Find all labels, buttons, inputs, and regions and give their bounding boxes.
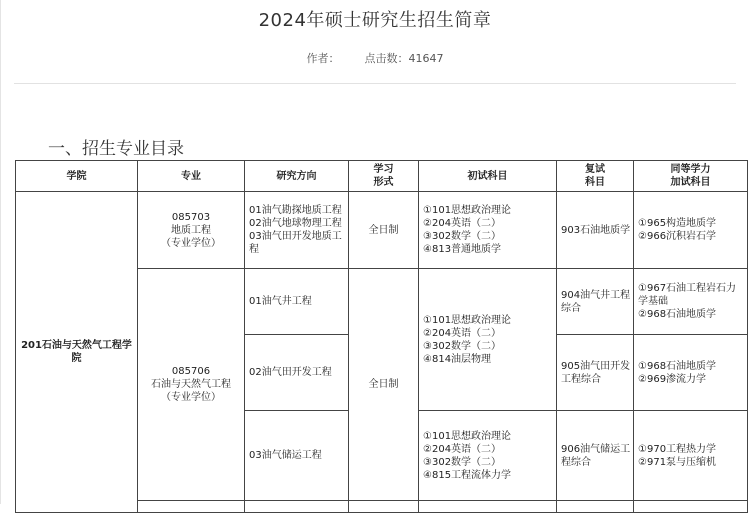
header-divider	[14, 83, 736, 84]
major-cell: 085703 地质工程 （专业学位）	[138, 192, 245, 269]
header-major: 专业	[138, 161, 245, 192]
extra-exam-cell: ①965构造地质学 ②966沉积岩石学	[634, 192, 748, 269]
page-left-rule	[0, 0, 1, 504]
retest-cell: 905油气田开发 工程综合	[557, 335, 634, 411]
direction-cell	[245, 501, 349, 513]
retest-cell: 904油气井工程 综合	[557, 269, 634, 335]
major-cell: 085706 石油与天然气工程 （专业学位）	[138, 269, 245, 501]
header-study-form: 学习 形式	[349, 161, 419, 192]
retest-cell: 906油气储运工 程综合	[557, 411, 634, 501]
click-count: 点击数：41647	[364, 52, 444, 65]
extra-exam-cell: ①967石油工程岩石力 学基础 ②968石油地质学	[634, 269, 748, 335]
initial-exam-cell	[419, 501, 557, 513]
direction-cell: 01油气井工程	[245, 269, 349, 335]
admissions-catalog-table	[15, 160, 748, 513]
header-retest: 复试 科目	[557, 161, 634, 192]
table-header-row	[16, 161, 748, 192]
header-extra-exam: 同等学力 加试科目	[634, 161, 748, 192]
study-form-cell: 全日制	[349, 192, 419, 269]
extra-exam-cell: ①970工程热力学 ②971泵与压缩机	[634, 411, 748, 501]
direction-cell: 01油气勘探地质工程 02油气地球物理工程 03油气田开发地质工 程	[245, 192, 349, 269]
direction-cell: 03油气储运工程	[245, 411, 349, 501]
major-cell	[138, 501, 245, 513]
author-label: 作者：	[306, 52, 340, 65]
section-heading: 一、招生专业目录	[48, 139, 184, 159]
study-form-cell: 全日制	[349, 269, 419, 501]
initial-exam-cell: ①101思想政治理论 ②204英语（二） ③302数学（二） ④814油层物理	[419, 269, 557, 411]
extra-exam-cell	[634, 501, 748, 513]
article-meta	[0, 50, 750, 66]
header-direction: 研究方向	[245, 161, 349, 192]
page-title: 2024年硕士研究生招生简章	[258, 10, 492, 31]
header-initial-exam: 初试科目	[419, 161, 557, 192]
study-form-cell	[349, 501, 419, 513]
retest-cell	[557, 501, 634, 513]
table-row	[16, 192, 748, 269]
extra-exam-cell: ①968石油地质学 ②969渗流力学	[634, 335, 748, 411]
initial-exam-cell: ①101思想政治理论 ②204英语（二） ③302数学（二） ④815工程流体力学	[419, 411, 557, 501]
header-college: 学院	[16, 161, 138, 192]
college-cell: 201石油与天然气工程学 院	[16, 192, 138, 513]
initial-exam-cell: ①101思想政治理论 ②204英语（二） ③302数学（二） ④813普通地质学	[419, 192, 557, 269]
retest-cell: 903石油地质学	[557, 192, 634, 269]
direction-cell: 02油气田开发工程	[245, 335, 349, 411]
